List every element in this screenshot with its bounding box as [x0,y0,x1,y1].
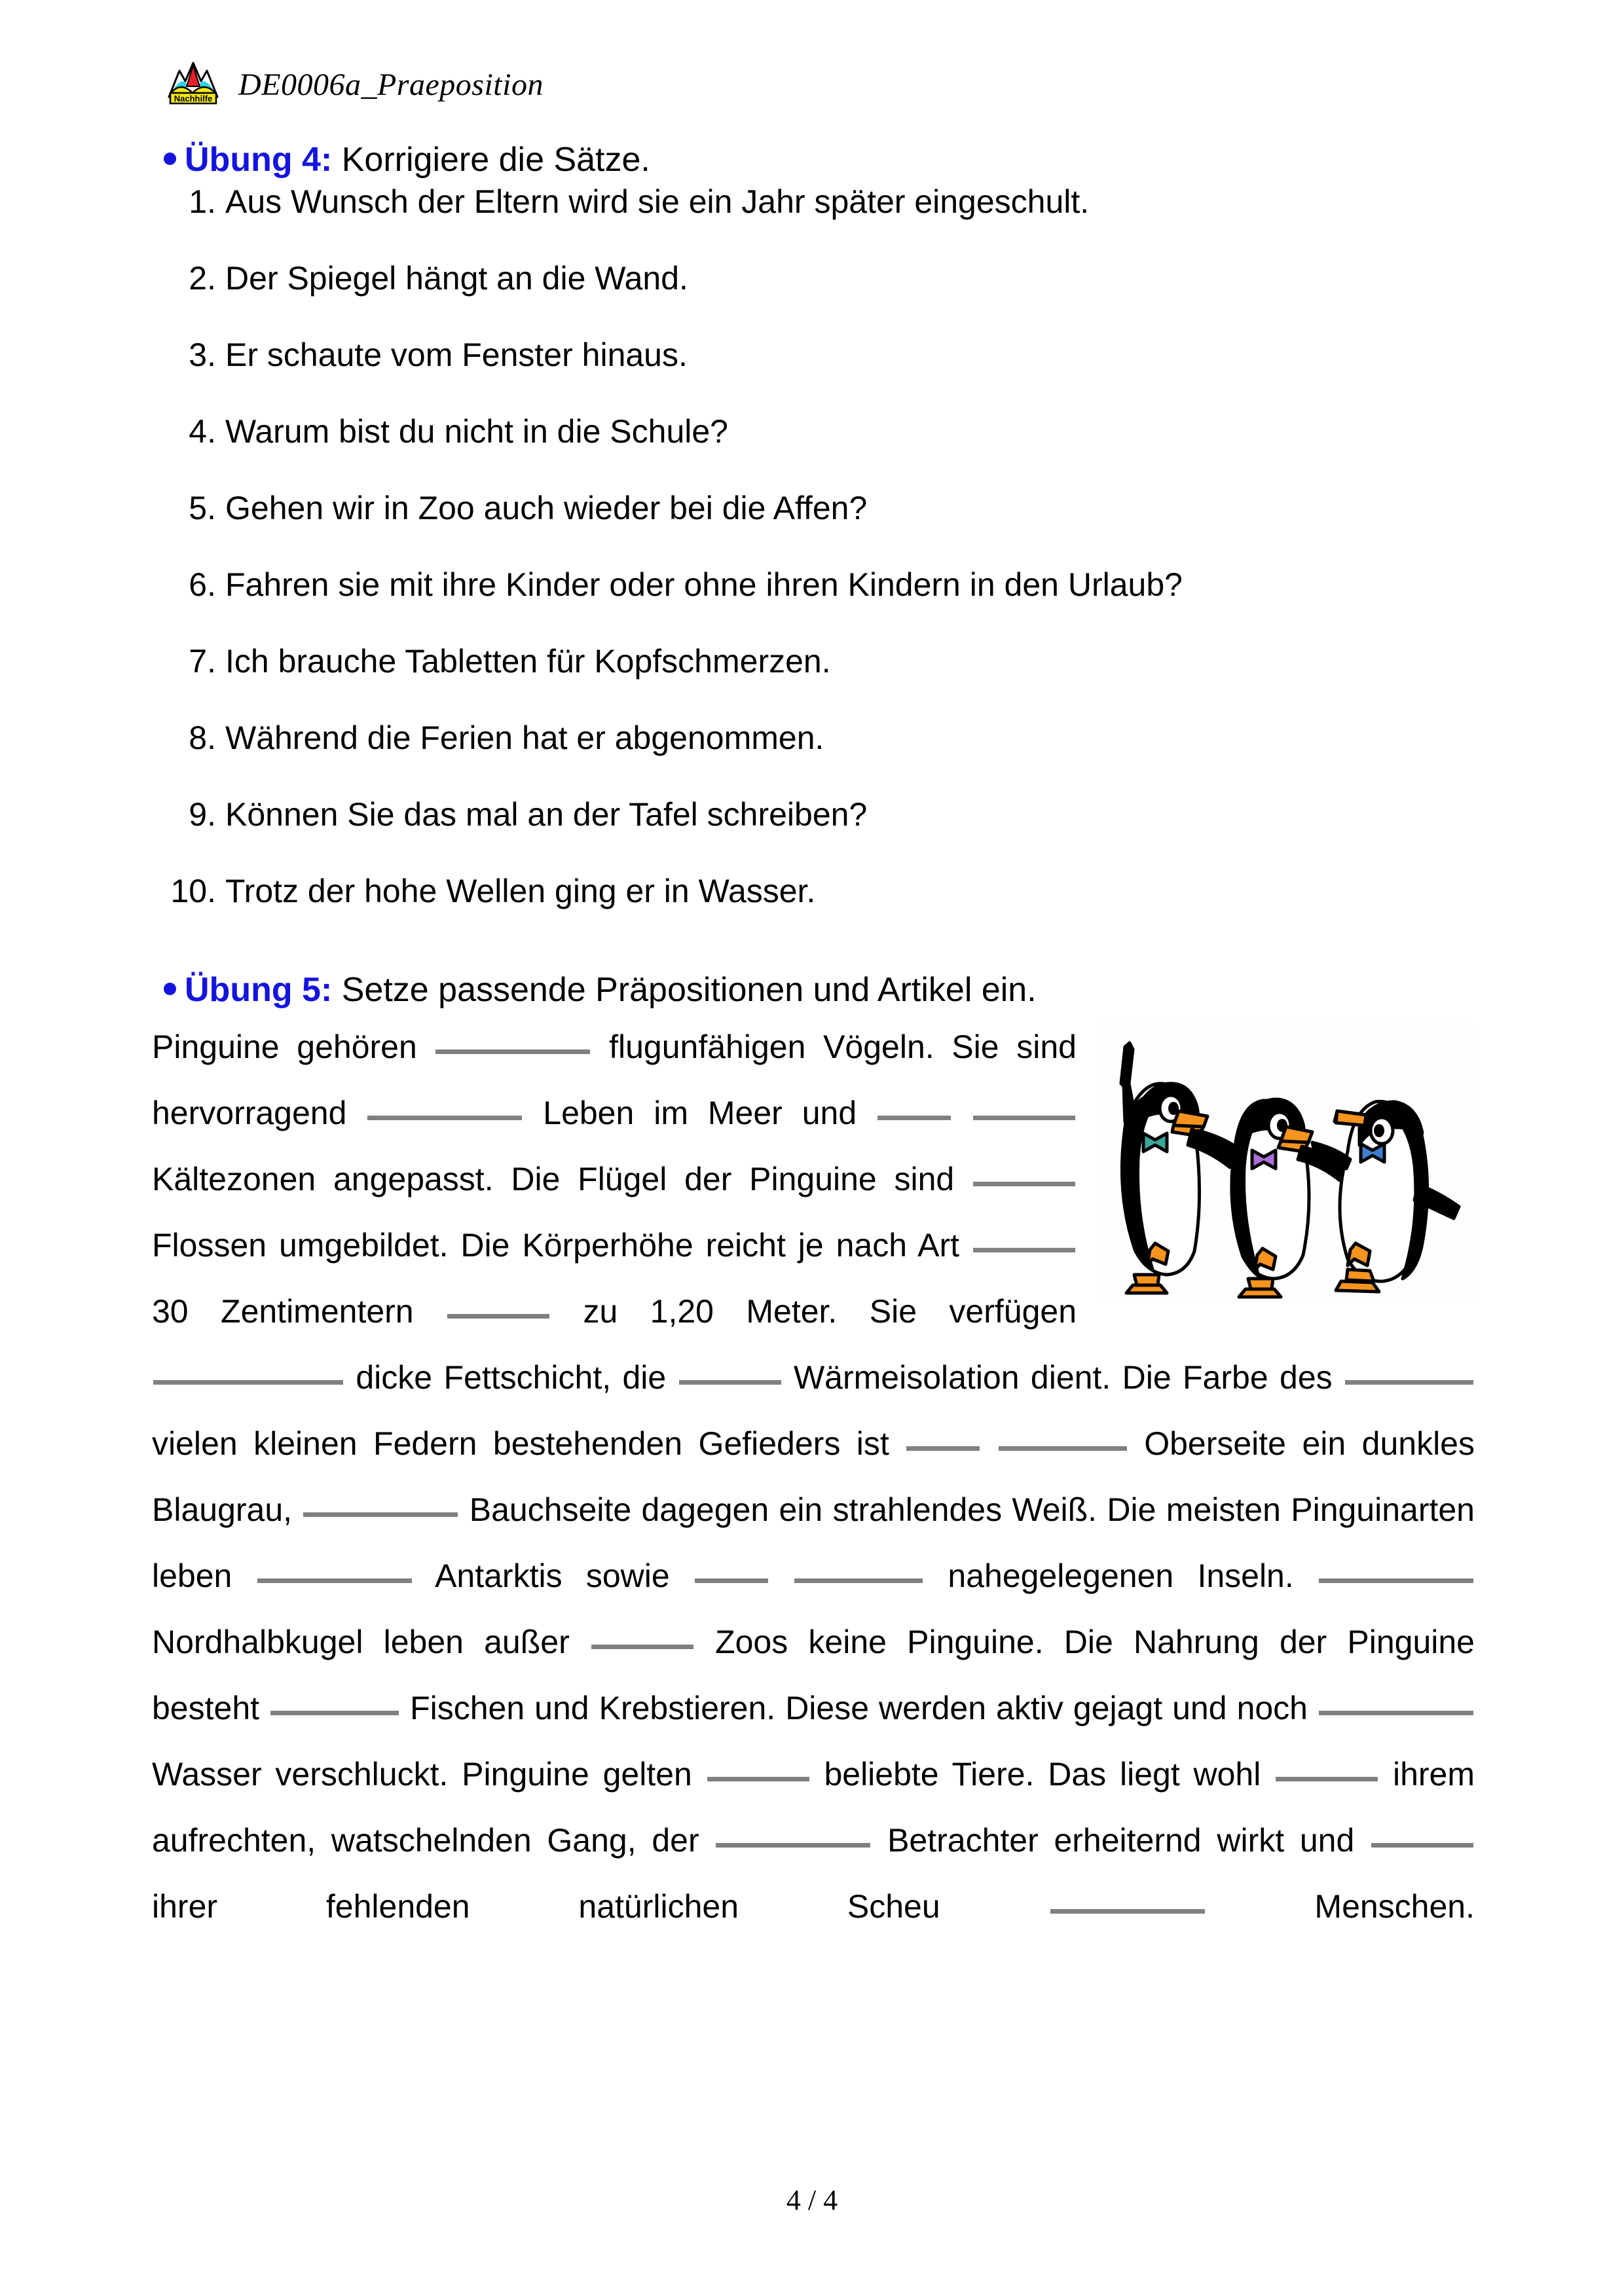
list-item [152,414,1475,490]
answer-blank[interactable] [1319,1687,1473,1715]
page-number: 4 / 4 [786,2184,838,2216]
bullet-point-icon [164,153,176,165]
item-text: Er schaute vom Fenster hinaus. [225,337,688,374]
three-dancing-penguins-image [1095,1021,1475,1302]
answer-blank[interactable] [591,1621,693,1649]
answer-blank[interactable] [1371,1819,1473,1848]
item-number: 1. [189,183,216,221]
answer-blank[interactable] [973,1224,1075,1252]
item-text: Können Sie das mal an der Tafel schreiben? [225,796,868,833]
answer-blank[interactable] [1319,1555,1473,1583]
exercise-5-heading [152,971,1475,1009]
exercise-4-description: Korrigiere die Sätze. [341,141,650,179]
exercise-5-label: Übung 5: [185,971,333,1010]
item-text: Warum bist du nicht in die Schule? [225,413,728,450]
answer-blank[interactable] [794,1555,923,1583]
item-number: 5. [189,490,216,527]
list-item [152,490,1475,567]
answer-blank[interactable] [270,1687,399,1715]
list-item [152,644,1475,720]
exercise-4-label: Übung 4: [185,141,333,179]
fill-in-the-blank-paragraph[interactable]: Pinguine gehören flugunfähigen Vögeln. Sie sind hervorragend Leben im Meer und Kältezonen angepasst. Die Flügel der Pinguine sind Flossen umgebildet. Die Körperhöhe reicht je nach Art 30 Zentimentern zu 1,20 Meter. Sie verfügen dicke Fettschicht, die Wärmeisolation dient. Die Farbe des vielen kleinen Federn bestehenden Gefieders ist Oberseite ein dunkles Blaugrau, Bauchseite dagegen ein strahlendes Weiß. Die meisten Pinguinarten leben Antarktis sowie nahegelegenen Inseln. Nordhalbkugel leben außer Zoos keine Pinguine. Die Nahrung der Pinguine besteht Fischen und Krebstieren. Diese werden aktiv gejagt und noch Wasser verschluckt. Pinguine gelten beliebte Tiere. Das liegt wohl ihrem aufrechten, watschelnden Gang, der Betrachter erheiternd wirkt und ihrer fehlenden natürlichen Scheu Menschen. [152,1014,1475,2006]
answer-blank[interactable] [435,1026,590,1054]
list-item [152,873,1475,950]
item-number: 7. [189,643,216,680]
answer-blank[interactable] [1345,1357,1473,1385]
answer-blank[interactable] [973,1158,1075,1186]
answer-blank[interactable] [1276,1753,1378,1781]
item-number: 3. [189,337,216,374]
svg-text:Nachhilfe: Nachhilfe [174,94,213,103]
answer-blank[interactable] [1050,1886,1205,1914]
item-text: Ich brauche Tabletten für Kopfschmerzen. [225,643,831,680]
item-text: Der Spiegel hängt an die Wand. [225,260,688,297]
item-number: 2. [189,260,216,297]
exercise-5-description: Setze passende Präpositionen und Artikel ein. [341,971,1037,1010]
answer-blank[interactable] [906,1423,980,1451]
item-number: 9. [189,796,216,833]
item-number: 10. [170,873,216,910]
answer-blank[interactable] [303,1489,458,1517]
answer-blank[interactable] [447,1290,549,1319]
exercise-5-body [152,1014,1475,2006]
answer-blank[interactable] [877,1092,951,1120]
list-item [152,720,1475,797]
answer-blank[interactable] [695,1555,768,1583]
answer-blank[interactable] [999,1423,1127,1451]
worksheet-content [152,141,1475,2006]
answer-blank[interactable] [153,1357,343,1385]
answer-blank[interactable] [679,1357,781,1385]
bullet-point-icon [164,983,176,995]
list-item [152,797,1475,873]
list-item [152,184,1475,261]
exercise-4-sentence-list [152,184,1475,950]
item-text: Fahren sie mit ihre Kinder oder ohne ihren Kindern in den Urlaub? [225,566,1183,604]
item-number: 8. [189,720,216,757]
answer-blank[interactable] [257,1555,412,1583]
item-text: Gehen wir in Zoo auch wieder bei die Affen? [225,490,868,527]
answer-blank[interactable] [707,1753,809,1781]
list-item [152,261,1475,337]
answer-blank[interactable] [973,1092,1075,1120]
answer-blank[interactable] [367,1092,522,1120]
page-footer [0,2183,1624,2217]
item-text: Trotz der hohe Wellen ging er in Wasser. [225,873,816,910]
item-text: Während die Ferien hat er abgenommen. [225,720,824,757]
item-number: 4. [189,413,216,450]
exercise-4-heading [152,141,1475,179]
item-text: Aus Wunsch der Eltern wird sie ein Jahr später eingeschult. [225,183,1090,221]
list-item [152,337,1475,414]
item-number: 6. [189,566,216,604]
list-item [152,567,1475,644]
nachhilfe-logo-icon [165,60,221,109]
document-header [165,60,544,109]
document-title: DE0006a_Praeposition [238,67,544,102]
answer-blank[interactable] [716,1819,870,1848]
